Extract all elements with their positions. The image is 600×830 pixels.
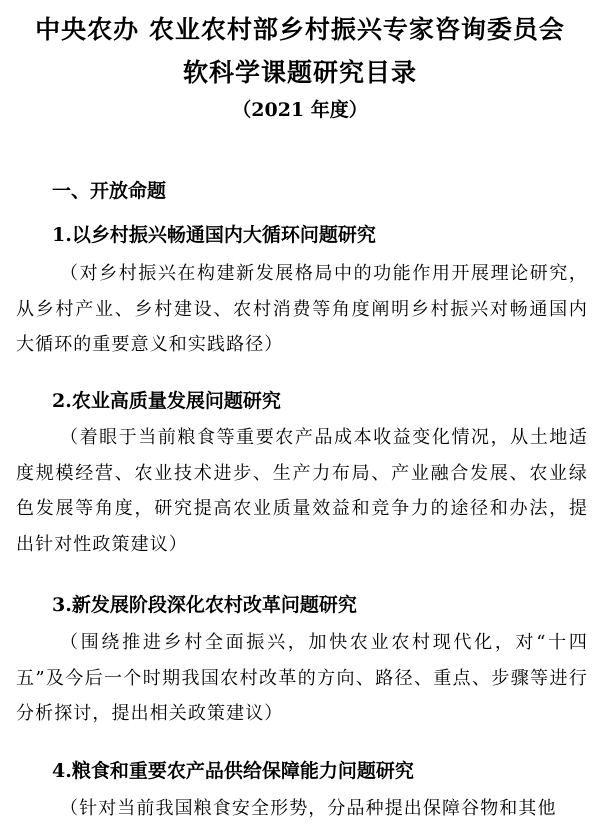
document-year: （2021 年度） [232,99,368,121]
document-title-line2: 软科学课题研究目录 [182,58,417,87]
topic-4-title: 4.粮食和重要农产品供给保障能力问题研究 [52,760,414,782]
topic-3-title: 3.新发展阶段深化农村改革问题研究 [52,594,357,616]
topic-2-title: 2.农业高质量发展问题研究 [52,390,281,412]
topic-3-description: （围绕推进乡村全面振兴，加快农业农村现代化，对“十四五”及今后一个时期我国农村改革的方向、路径、重点、步骤等进行分析探讨，提出相关政策建议） [16,632,588,724]
section-heading: 一、开放命题 [52,180,167,202]
topic-1-title: 1.以乡村振兴畅通国内大循环问题研究 [52,224,376,246]
topic-2-description: （着眼于当前粮食等重要农产品成本收益变化情况，从土地适度规模经营、农业技术进步、生产力布局、产业融合发展、农业绿色发展等角度，研究提高农业质量效益和竞争力的途径和办法，提出针对性政策建议） [16,427,588,555]
topic-4-description: （针对当前我国粮食安全形势，分品种提出保障谷物和其他 [60,798,557,819]
document-title-line1: 中央农办 农业农村部乡村振兴专家咨询委员会 [35,15,565,44]
topic-1-description: （对乡村振兴在构建新发展格局中的功能作用开展理论研究，从乡村产业、乡村建设、农村消费等角度阐明乡村振兴对畅通国内大循环的重要意义和实践路径） [16,263,588,355]
